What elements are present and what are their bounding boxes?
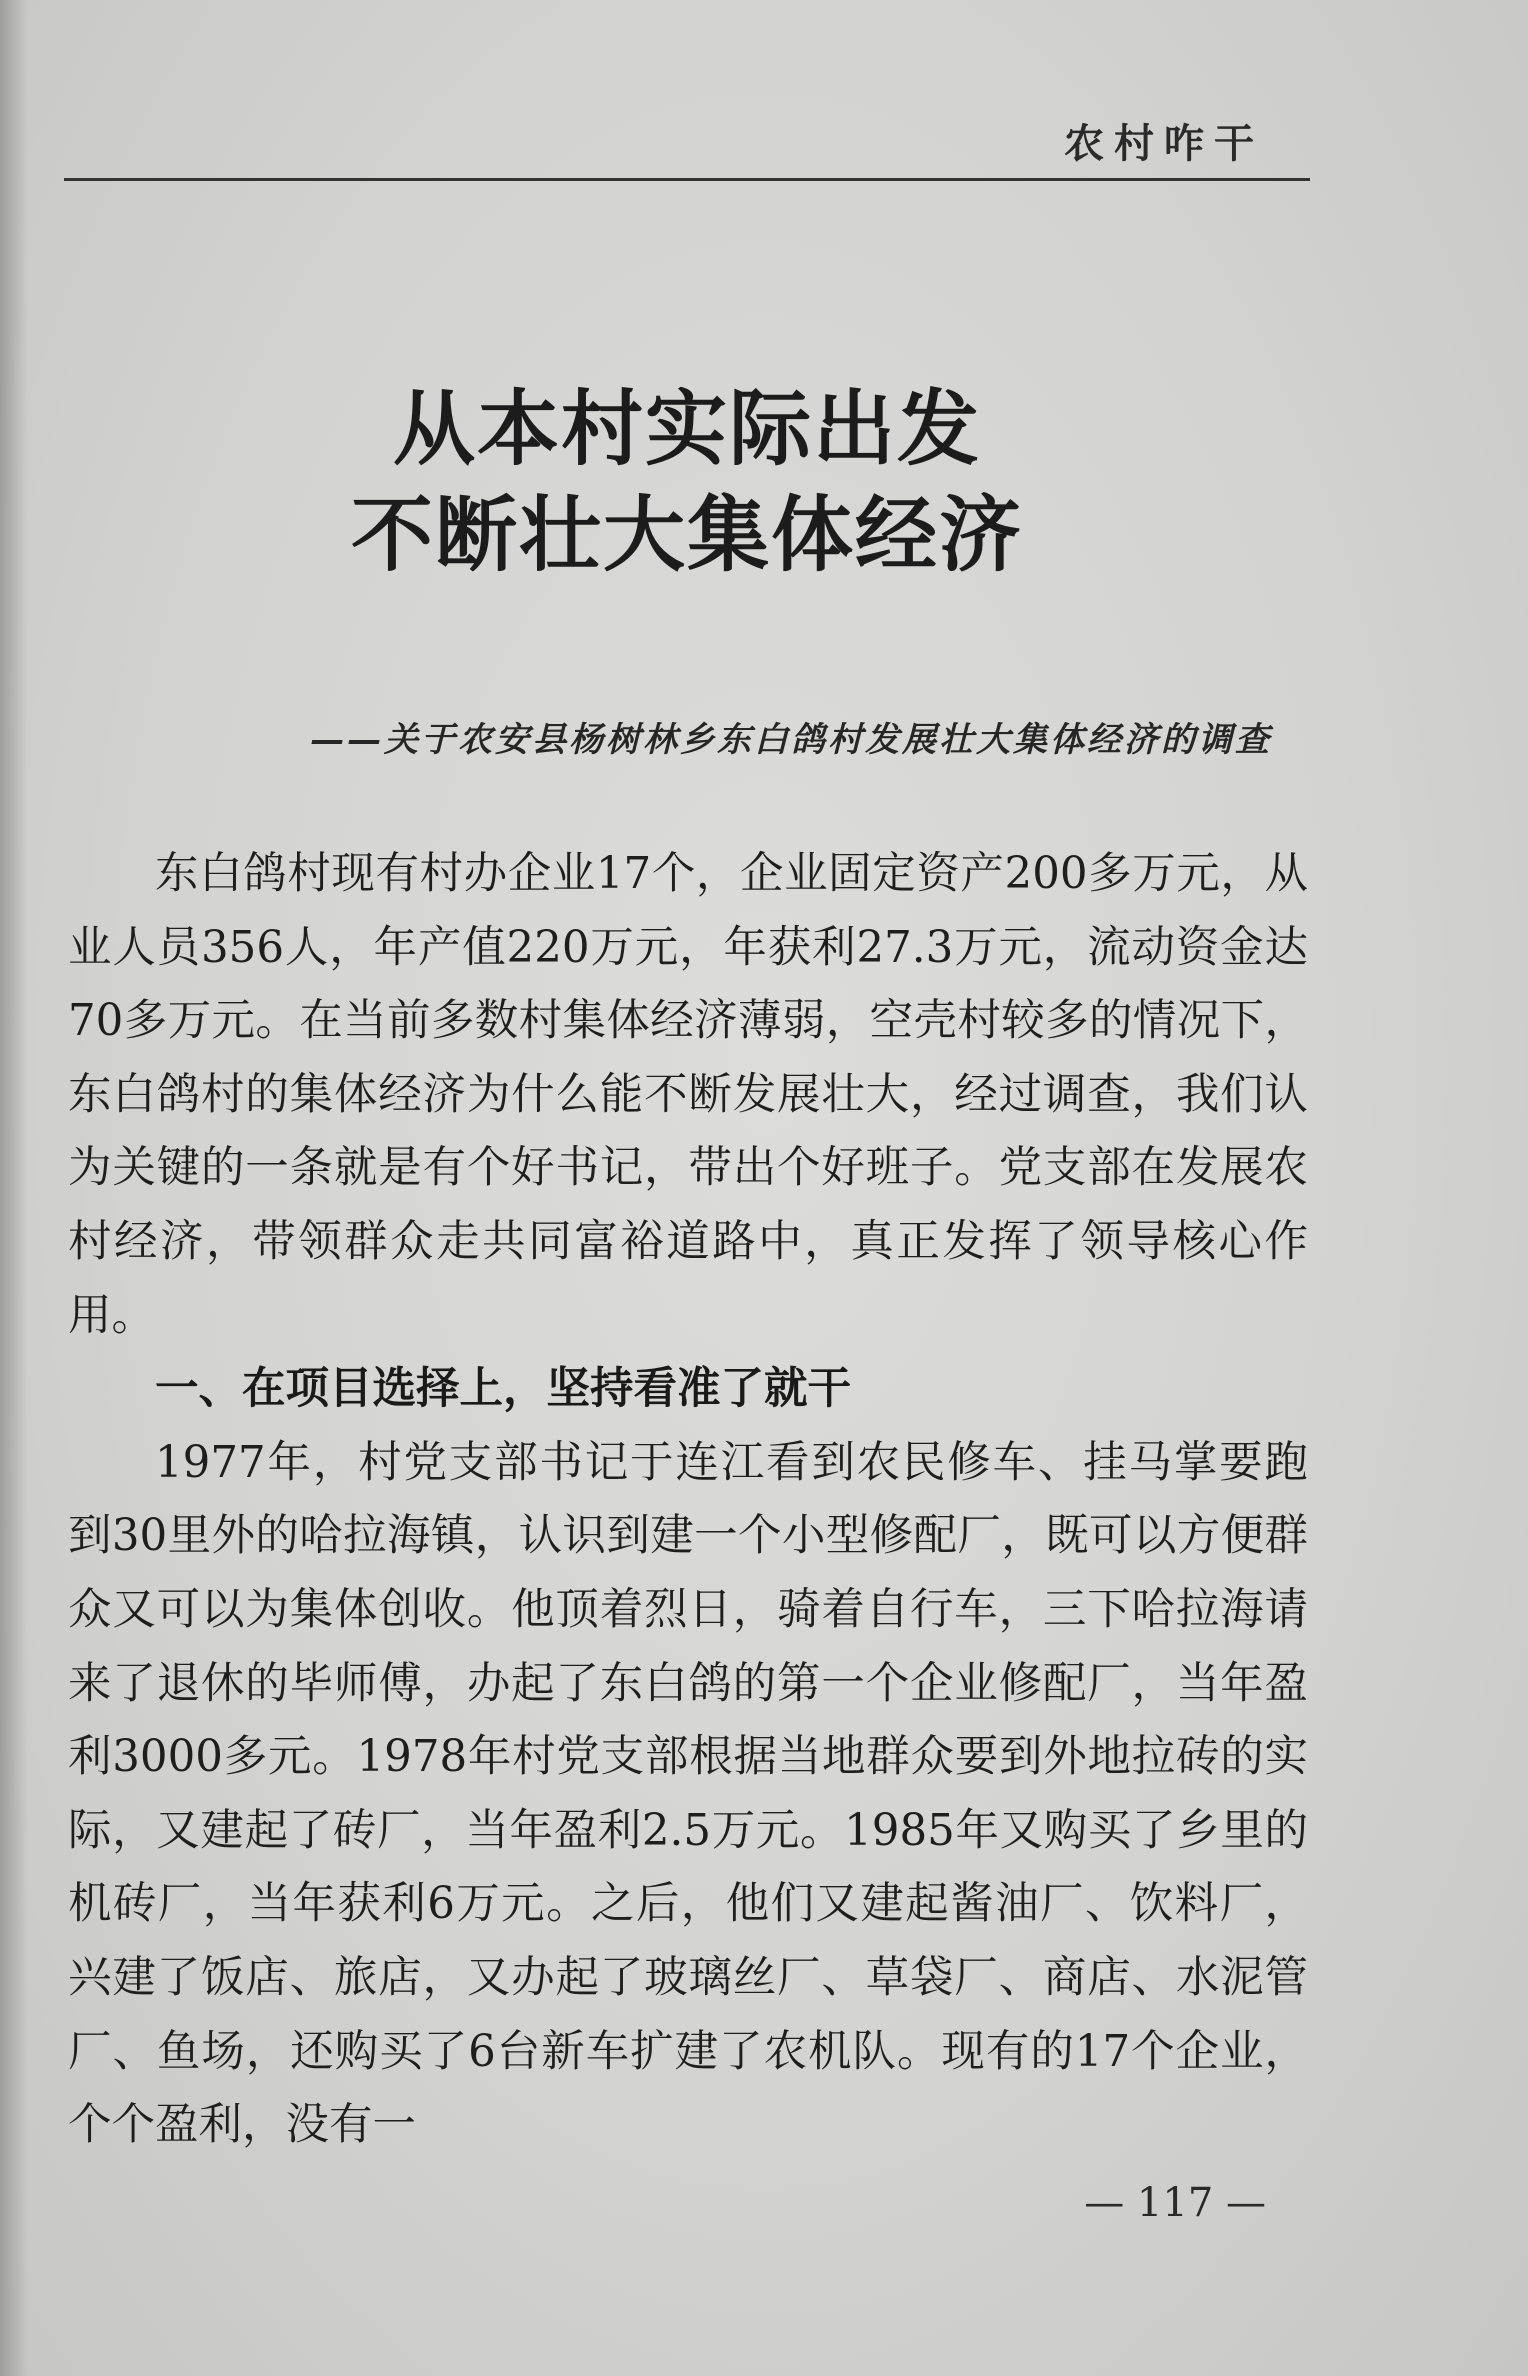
- article-subtitle: ——关于农安县杨树林乡东白鸽村发展壮大集体经济的调查: [310, 720, 1272, 760]
- body-paragraph-2: 1977年，村党支部书记于连江看到农民修车、挂马掌要跑到30里外的哈拉海镇，认识到建一个小型修配厂，既可以方便群众又可以为集体创收。他顶着烈日，骑着自行车，三下哈拉海请来了退休的毕师傅，办起了东白鸽的第一个企业修配厂，当年盈利3000多元。1978年村党支部根据当地群众要到外地拉砖的实际，又建起了砖厂，当年盈利2.5万元。1985年又购买了乡里的机砖厂，当年获利6万元。之后，他们又建起酱油厂、饮料厂，兴建了饭店、旅店，又办起了玻璃丝厂、草袋厂、商店、水泥管厂、鱼场，还购买了6台新车扩建了农机队。现有的17个企业，个个盈利，没有一: [68, 1437, 1308, 2151]
- article-title-line-2: 不断壮大集体经济: [350, 487, 1023, 583]
- header-rule: [64, 178, 1310, 181]
- article-body: [68, 838, 1308, 2163]
- body-paragraph-1: 东白鸽村现有村办企业17个，企业固定资产200多万元，从业人员356人，年产值220万元，年获利27.3万元，流动资金达70多万元。在当前多数村集体经济薄弱，空壳村较多的情况下，东白鸽村的集体经济为什么能不断发展壮大，经过调查，我们认为关键的一条就是有个好书记，带出个好班子。党支部在发展农村经济，带领群众走共同富裕道路中，真正发挥了领导核心作用。: [68, 849, 1308, 1341]
- page-number: — 117 —: [1084, 2180, 1266, 2226]
- section-heading-1: 一、在项目选择上，坚持看准了就干: [155, 1364, 851, 1415]
- article-title-line-1: 从本村实际出发: [392, 381, 981, 477]
- page-edge-shadow: [0, 0, 28, 2376]
- running-header: 农村咋干: [1064, 121, 1264, 167]
